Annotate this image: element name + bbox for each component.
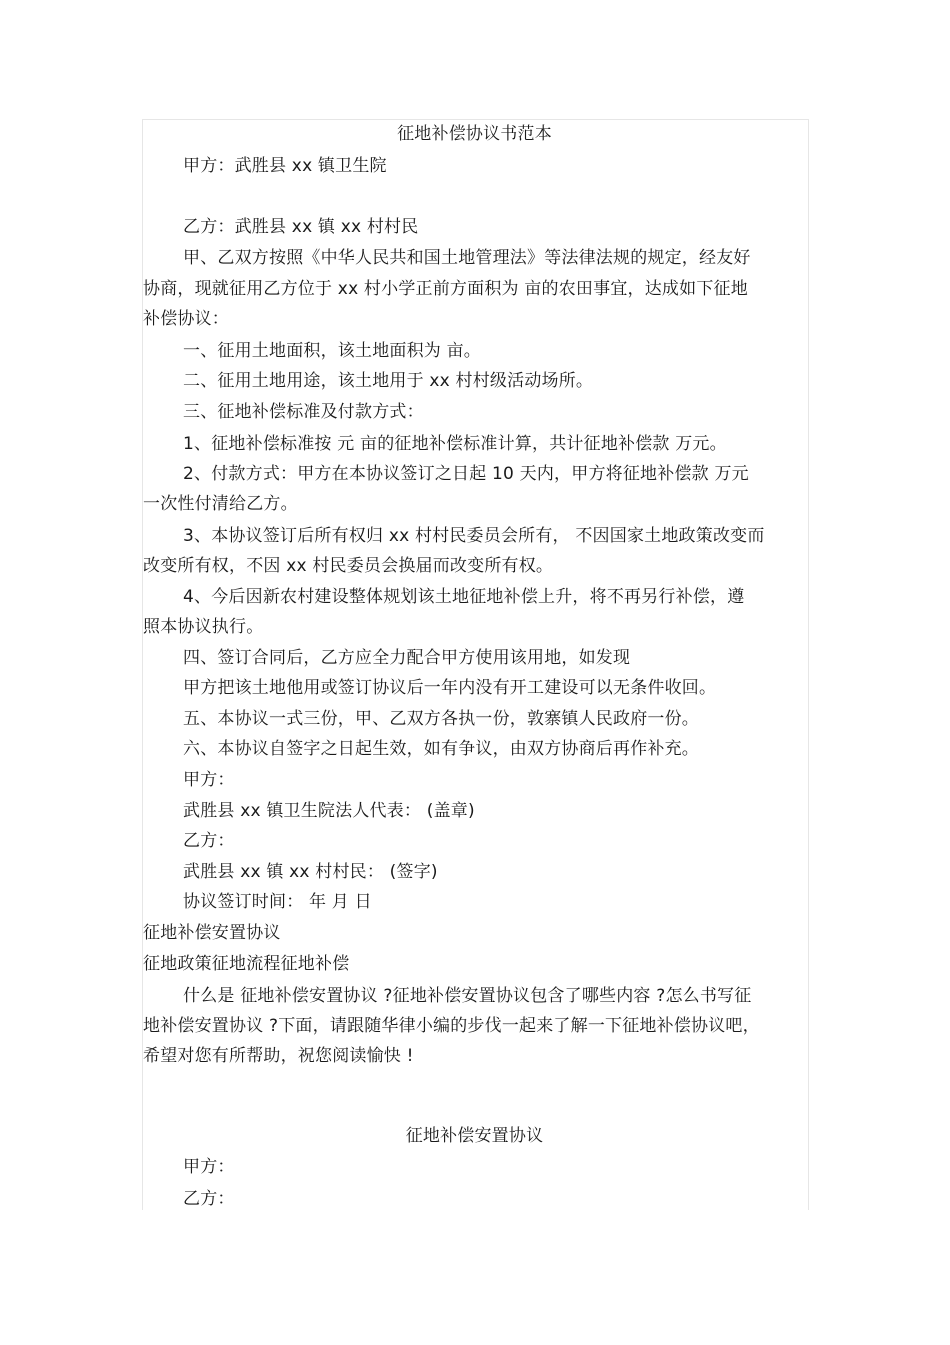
- text-line: 征地政策征地流程征地补偿: [143, 954, 350, 974]
- text-line: 1、征地补偿标准按 元 亩的征地补偿标准计算，共计征地补偿款 万元。: [183, 434, 727, 454]
- text-line: 3、本协议签订后所有权归 xx 村村民委员会所有， 不因国家土地政策改变而: [183, 526, 765, 546]
- text-line: 甲方：武胜县 xx 镇卫生院: [183, 156, 387, 176]
- text-line: 甲、乙双方按照《中华人民共和国土地管理法》等法律法规的规定，经友好: [183, 248, 751, 268]
- section-title: 征地补偿安置协议: [405, 1126, 544, 1146]
- text-line: 甲方把该土地他用或签订协议后一年内没有开工建设可以无条件收回。: [183, 678, 717, 698]
- text-line: 补偿协议：: [143, 309, 229, 329]
- text-line: 照本协议执行。: [143, 617, 264, 637]
- text-line: 武胜县 xx 镇卫生院法人代表： (盖章): [183, 801, 475, 821]
- text-line: 协议签订时间： 年 月 日: [183, 892, 372, 912]
- text-line: 三、征地补偿标准及付款方式：: [183, 402, 424, 422]
- text-line: 乙方：武胜县 xx 镇 xx 村村民: [183, 217, 419, 237]
- party-a-label: 甲方：: [183, 1157, 235, 1177]
- text-line: 希望对您有所帮助，祝您阅读愉快 !: [143, 1046, 414, 1066]
- text-line: 武胜县 xx 镇 xx 村村民： (签字): [183, 862, 438, 882]
- text-line: 一、征用土地面积，该土地面积为 亩。: [183, 341, 482, 361]
- text-line: 一次性付清给乙方。: [143, 494, 298, 514]
- text-line: 4、今后因新农村建设整体规划该土地征地补偿上升，将不再另行补偿，遵: [183, 587, 745, 607]
- document-title: 征地补偿协议书范本: [397, 124, 552, 144]
- text-line: 甲方：: [183, 770, 235, 790]
- text-line: 地补偿安置协议 ?下面，请跟随华律小编的步伐一起来了解一下征地补偿协议吧，: [143, 1016, 760, 1036]
- text-line: 协商，现就征用乙方位于 xx 村小学正前方面积为 亩的农田事宜，达成如下征地: [143, 279, 748, 299]
- text-line: 二、征用土地用途，该土地用于 xx 村村级活动场所。: [183, 371, 594, 391]
- text-line: 四、签订合同后，乙方应全力配合甲方使用该用地，如发现: [183, 648, 631, 668]
- text-line: 乙方：: [183, 831, 235, 851]
- party-b-label: 乙方：: [183, 1189, 235, 1209]
- text-line: 五、本协议一式三份，甲、乙双方各执一份，敦寨镇人民政府一份。: [183, 709, 699, 729]
- text-line: 什么是 征地补偿安置协议 ?征地补偿安置协议包含了哪些内容 ?怎么书写征: [183, 986, 752, 1006]
- text-line: 六、本协议自签字之日起生效，如有争议，由双方协商后再作补充。: [183, 739, 699, 759]
- text-line: 改变所有权，不因 xx 村民委员会换届而改变所有权。: [143, 556, 554, 576]
- text-line: 征地补偿安置协议: [143, 923, 281, 943]
- text-line: 2、付款方式：甲方在本协议签订之日起 10 天内，甲方将征地补偿款 万元: [183, 464, 749, 484]
